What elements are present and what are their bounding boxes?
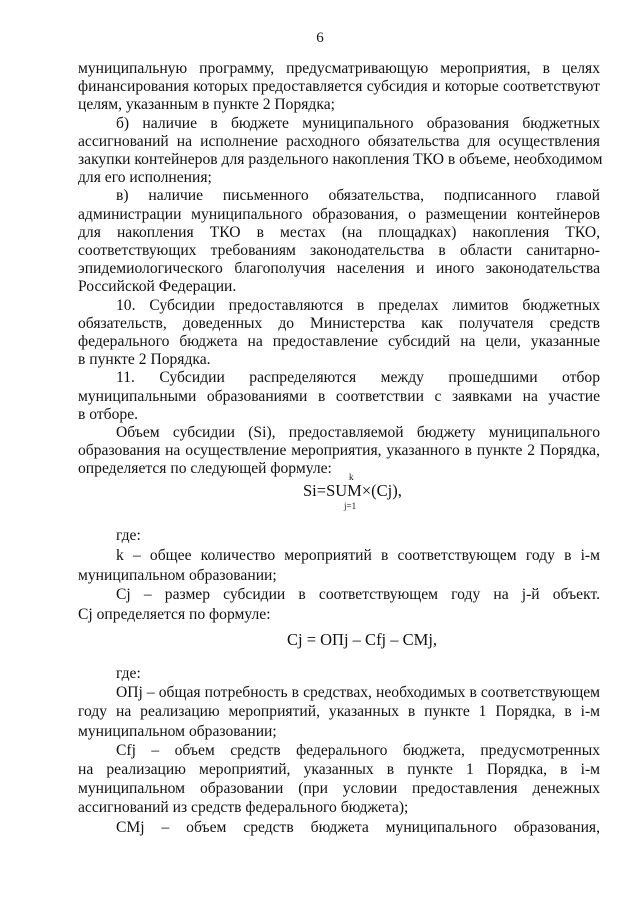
- text-line: году на реализацию мероприятий, указанных в пункте 1 Порядка, в i-м: [78, 703, 600, 721]
- text-line: ассигнований на исполнение расходного обязательства для осуществления: [78, 132, 600, 150]
- sum-lower-limit: j=1: [344, 501, 357, 511]
- text-line: образования на осуществление мероприятия, указанного в пункте 2 Порядка,: [78, 442, 600, 460]
- text-line: федерального бюджета на предоставление субсидий на цели, указанные: [78, 333, 600, 350]
- text-line: обязательств, доведенных до Министерства как получателя средств: [78, 314, 600, 332]
- text-line: муниципальном образовании;: [78, 722, 277, 740]
- formula-cj: Cj = ОПj – Cfj – CMj,: [287, 630, 438, 649]
- formula-si-text: Si=SUM×(Cj),: [303, 481, 402, 500]
- text-line: на реализацию мероприятий, указанных в пункте 1 Порядка, в i-м: [78, 761, 600, 778]
- text-line: соответствующих требованиям законодательства в области санитарно-: [78, 242, 600, 259]
- text-line: 10. Субсидии предоставляются в пределах лимитов бюджетных: [116, 296, 600, 314]
- text-line: муниципальными образованиями в соответствии с заявками на участие: [78, 387, 600, 405]
- text-line: Cj – размер субсидии в соответствующем году на j-й объект.: [116, 586, 600, 604]
- text-line: k – общее количество мероприятий в соответствующем году в i-м: [116, 546, 600, 564]
- page-number: 6: [316, 30, 324, 46]
- text-line: муниципальном образовании (при условии предоставления денежных: [78, 780, 600, 798]
- text-line: в) наличие письменного обязательства, подписанного главой: [116, 187, 600, 205]
- text-line: Российской Федерации.: [78, 278, 237, 296]
- sum-upper-limit: k: [349, 472, 354, 482]
- text-line: в отборе.: [78, 405, 139, 423]
- text-line: финансирования которых предоставляется субсидия и которые соответствуют: [78, 78, 600, 96]
- text-line: целям, указанным в пункте 2 Порядка;: [78, 96, 335, 114]
- text-line: муниципальном образовании;: [78, 566, 277, 584]
- text-line: CMj – объем средств бюджета муниципального образования,: [116, 818, 600, 836]
- text-line: определяется по следующей формуле:: [78, 460, 332, 478]
- text-line: муниципальную программу, предусматривающую мероприятия, в целях: [78, 60, 600, 77]
- text-line: б) наличие в бюджете муниципального образования бюджетных: [116, 114, 600, 132]
- text-line: администрации муниципального образования, о размещении контейнеров: [78, 205, 600, 223]
- text-line: для его исполнения;: [78, 169, 212, 187]
- text-line: ассигнований из средств федерального бюджета);: [78, 799, 409, 817]
- text-line: где:: [116, 665, 141, 682]
- text-line: Объем субсидии (Si), предоставляемой бюджету муниципального: [116, 424, 600, 441]
- text-line: Cj определяется по формуле:: [78, 606, 271, 624]
- text-line: 11. Субсидии распределяются между прошедшими отбор: [116, 369, 600, 387]
- text-line: Cfj – объем средств федерального бюджета, предусмотренных: [116, 741, 600, 759]
- text-line: для накопления ТКО в местах (на площадках) накопления ТКО,: [78, 223, 600, 241]
- text-line: ОПj – общая потребность в средствах, необходимых в соответствующем: [116, 684, 600, 702]
- text-line: эпидемиологического благополучия населения и иного законодательства: [78, 260, 600, 278]
- text-line: где:: [116, 527, 141, 544]
- text-line: в пункте 2 Порядка.: [78, 351, 211, 369]
- text-line: закупки контейнеров для раздельного накопления ТКО в объеме, необходимом: [78, 151, 603, 168]
